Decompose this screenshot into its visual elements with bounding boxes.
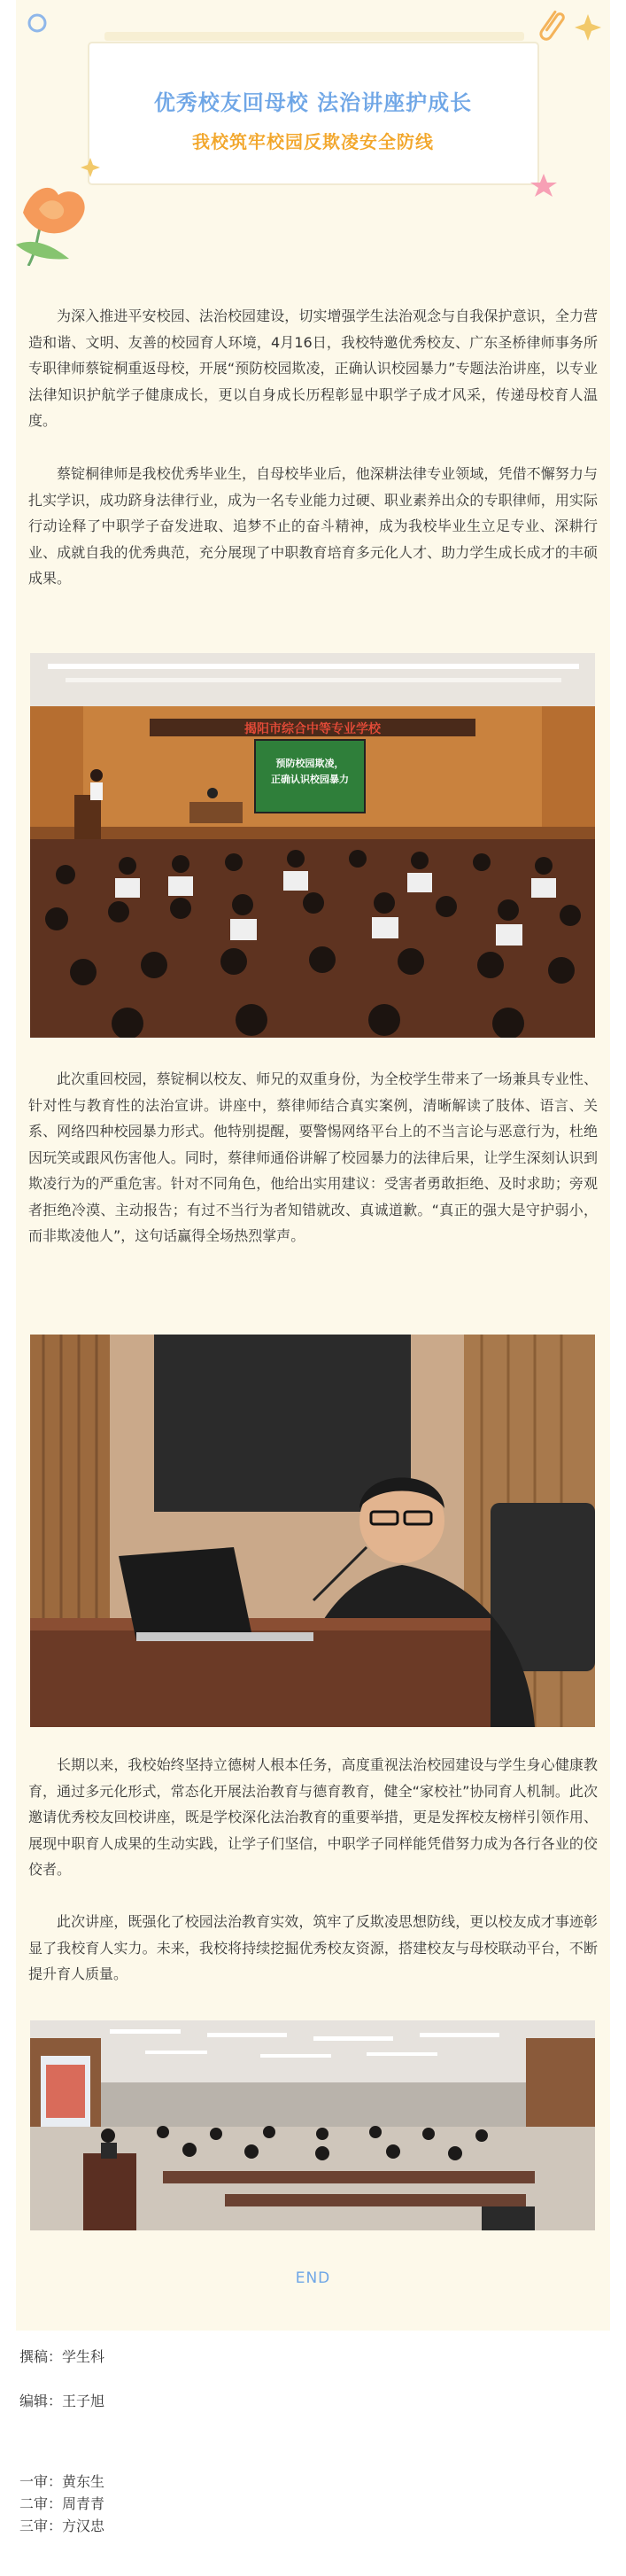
paragraph-1: 为深入推进平安校园、法治校园建设，切实增强学生法治观念与自我保护意识，全力营造和谐、文明、友善的校园育人环境，4月16日，我校特邀优秀校友、广东圣桥律师事务所专职律师蔡锭桐重返母校，开展“预防校园欺凌，正确认识校园暴力”专题法治讲座，以专业法律知识护航学子健康成长，更以自身成长历程彰显中职学子成才风采，传递母校育人温度。 xyxy=(28,307,598,429)
credit-review-2: 二审：周青青 xyxy=(19,2495,105,2512)
circle-icon xyxy=(29,15,45,31)
paragraph-3: 此次重回校园，蔡锭桐以校友、师兄的双重身份，为全校学生带来了一场兼具专业性、针对性与教育性的法治宣讲。讲座中，蔡律师结合真实案例，清晰解读了肢体、语言、关系、网络四种校园暴力形式。他特别提醒，要警惕网络平台上的不当言论与恶意行为，杜绝因玩笑或跟风伤害他人。同时，蔡律师通俗讲解了校园暴力的法律后果，让学生深刻认识到欺凌行为的严重危害。针对不同角色，他给出实用建议：受害者勇敢拒绝、及时求助；旁观者拒绝冷漠、主动报告；有过不当行为者知错就改、真诚道歉。“真正的强大是守护弱小，而非欺凌他人”，这句话赢得全场热烈掌声。 xyxy=(28,1070,598,1244)
school-banner: 揭阳市综合中等专业学校 xyxy=(244,721,381,735)
paperclip-icon xyxy=(539,11,565,42)
speaker-image xyxy=(30,1335,595,1727)
audience-image xyxy=(30,2020,595,2230)
credit-review-3: 三审：方汉忠 xyxy=(19,2518,105,2534)
lecture-hall-image xyxy=(30,653,595,1038)
photo-lecture-hall xyxy=(30,653,595,1038)
paragraph-4: 长期以来，我校始终坚持立德树人根本任务，高度重视法治校园建设与学生身心健康教育，通过多元化形式，常态化开展法治教育与德育教育，健全“家校社”协同育人机制。此次邀请优秀校友回校讲座，既是学校深化法治教育的重要举措，更是发挥校友榜样引领作用、展现中职育人成果的生动实践，让学子们坚信，中职学子同样能凭借努力成为各行各业的佼佼者。 xyxy=(28,1756,598,1878)
credit-review-1: 一审：黄东生 xyxy=(19,2473,105,2490)
flower-icon xyxy=(16,188,85,266)
photo-speaker xyxy=(30,1335,595,1727)
paragraph-2: 蔡锭桐律师是我校优秀毕业生，自母校毕业后，他深耕法律专业领域，凭借不懈努力与扎实学识，成功跻身法律行业，成为一名专业能力过硬、职业素养出众的专职律师，用实际行动诠释了中职学子奋发进取、追梦不止的奋斗精神，成为我校毕业生立足专业、深耕行业、成就自我的优秀典范，充分展现了中职教育培育多元化人才、助力学生成长成才的丰硕成果。 xyxy=(28,465,598,587)
page-subtitle: 我校筑牢校园反欺凌安全防线 xyxy=(192,131,434,152)
end-marker: END xyxy=(295,2269,331,2287)
paragraph-5: 此次讲座，既强化了校园法治教育实效，筑牢了反欺凌思想防线，更以校友成才事迹彰显了我校育人实力。未来，我校将持续挖掘优秀校友资源，搭建校友与母校联动平台，不断提升育人质量。 xyxy=(28,1913,598,1982)
sparkle-icon xyxy=(575,14,601,41)
article-header xyxy=(16,0,610,266)
credit-writer: 撰稿：学生科 xyxy=(19,2348,105,2365)
screen-text-1: 预防校园欺凌， xyxy=(275,759,344,769)
screen-text-2: 正确认识校园暴力 xyxy=(271,774,349,785)
page-title: 优秀校友回母校 法治讲座护成长 xyxy=(153,90,473,115)
article-card xyxy=(16,0,610,2331)
credit-editor: 编辑：王子旭 xyxy=(19,2393,105,2409)
photo-audience-wide xyxy=(30,2020,595,2230)
